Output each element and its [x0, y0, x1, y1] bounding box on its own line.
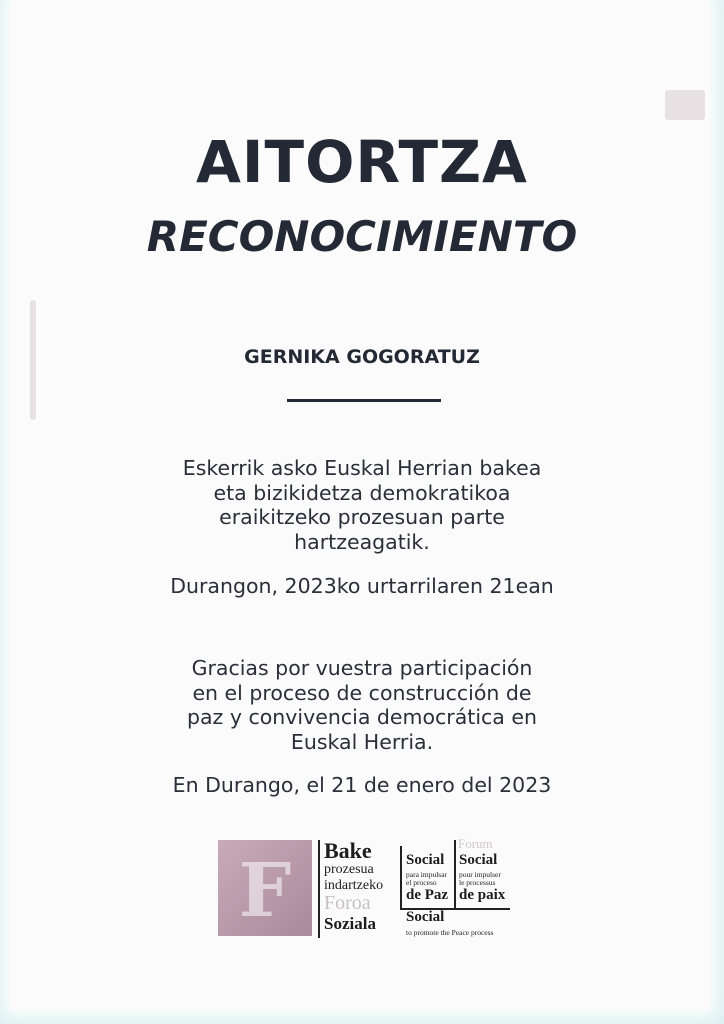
logo-divider — [454, 840, 456, 908]
certificate-title: AITORTZA — [196, 128, 528, 196]
basque-line: eta bizikidetza demokratikoa — [213, 480, 511, 505]
logo-watermark-forum: Forum — [458, 836, 493, 851]
spanish-line: Euskal Herria. — [290, 729, 434, 754]
logo-eu-line1: Bake — [324, 838, 372, 863]
basque-line: Eskerrik asko Euskal Herrian bakea — [182, 456, 542, 480]
basque-text — [120, 456, 604, 554]
logo-fr-line3: le processus — [459, 878, 496, 887]
spanish-line: Gracias por vuestra participación — [191, 656, 533, 680]
logo-f-letter: F — [238, 848, 292, 934]
certificate-subtitle: RECONOCIMIENTO — [146, 212, 578, 261]
basque-line: eraikitzeko prozesuan parte — [219, 505, 505, 529]
paper-smudge — [665, 90, 705, 120]
logo-divider — [400, 846, 402, 908]
spanish-line: paz y convivencia democrática en — [186, 705, 537, 729]
spanish-text — [120, 656, 604, 754]
basque-line: hartzeagatik. — [294, 529, 430, 554]
logo-fr-line1: Social — [459, 852, 498, 868]
logo-es-line3: el proceso — [406, 878, 437, 887]
logo-fr-line4: de paix — [459, 887, 506, 903]
recipient-name: GERNIKA GOGORATUZ — [244, 346, 480, 368]
logo-es-line4: de Paz — [406, 887, 449, 903]
logo-eu-line5: Soziala — [324, 914, 376, 933]
logo-es-line2: para impulsar — [406, 870, 448, 879]
foro-soziala-logo — [218, 836, 510, 940]
logo-eu-line3: indartzeko — [324, 878, 384, 893]
logo-fr-line2: pour impulser — [459, 870, 501, 879]
spanish-date: En Durango, el 21 de enero del 2023 — [172, 773, 552, 797]
logo-eu-line2: prozesua — [324, 862, 374, 877]
divider — [287, 399, 441, 402]
logo-en-line1: Social — [406, 909, 445, 925]
logo-eu-line4: Foroa — [324, 892, 371, 914]
logo-f-square — [218, 840, 312, 936]
basque-date: Durangon, 2023ko urtarrilaren 21ean — [170, 574, 554, 598]
spanish-line: en el proceso de construcción de — [192, 680, 532, 705]
logo-es-line1: Social — [406, 852, 445, 868]
logo-en-line2: to promote the Peace process — [406, 928, 494, 937]
logo-divider — [318, 840, 320, 938]
